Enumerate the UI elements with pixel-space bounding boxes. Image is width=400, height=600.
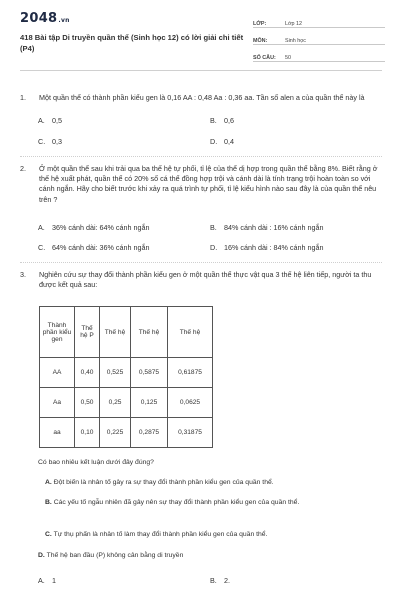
table-cell: 0,25 bbox=[100, 388, 131, 418]
table-cell: 0,61875 bbox=[168, 358, 213, 388]
option-letter: B. bbox=[210, 576, 217, 585]
statement-a bbox=[45, 478, 363, 488]
meta-key: MÔN: bbox=[253, 38, 268, 44]
meta-row-class bbox=[253, 14, 385, 28]
option-text: 36% cánh dài: 64% cánh ngắn bbox=[52, 223, 150, 232]
option-letter: D. bbox=[210, 243, 218, 252]
table-row bbox=[40, 418, 213, 448]
table-cell: 0,225 bbox=[100, 418, 131, 448]
option-a[interactable] bbox=[38, 223, 150, 232]
option-letter: D. bbox=[210, 137, 218, 146]
option-b[interactable] bbox=[210, 223, 324, 232]
meta-box bbox=[253, 14, 385, 65]
header-divider bbox=[20, 70, 382, 71]
option-letter: A. bbox=[38, 223, 45, 232]
table-header-cell: Thế hệ bbox=[131, 307, 168, 358]
option-text: 0,6 bbox=[224, 116, 234, 125]
statement-text: Thế hệ ban đầu (P) không cân bằng di truyền bbox=[46, 552, 184, 559]
option-text: 16% cánh dài : 84% cánh ngắn bbox=[224, 243, 324, 252]
question-text: Một quần thể có thành phần kiểu gen là 0,16 AA : 0,48 Aa : 0,36 aa. Tần số alen a của quần thể này là bbox=[39, 93, 365, 102]
statement-letter: B. bbox=[45, 499, 52, 506]
table-cell: 0,31875 bbox=[168, 418, 213, 448]
question-number: 2. bbox=[20, 164, 26, 173]
genotype-table bbox=[39, 306, 213, 448]
option-text: 2. bbox=[224, 576, 230, 585]
option-a[interactable] bbox=[38, 116, 62, 125]
meta-key: LỚP: bbox=[253, 21, 267, 27]
question-text: Ở một quần thể sau khi trải qua ba thế hệ tự phối, tỉ lệ của thể dị hợp trong quần thể bằng 8%. Biết rằng ở thế hệ xuất phát, quần thể có 20% số cá thể đồng hợp trội và cánh dài là tính trạng trội hoàn toàn so với cánh ngắn. Hãy cho biết trước khi xảy ra quá trình tự phối, tỉ lệ kiểu hình nào sau đây là của quần thể nêu trên ? bbox=[39, 164, 378, 204]
option-letter: A. bbox=[38, 576, 45, 585]
statement-d bbox=[38, 551, 363, 561]
meta-row-count bbox=[253, 48, 385, 62]
meta-value: Lớp 12 bbox=[285, 21, 303, 27]
table-cell: 0,0625 bbox=[168, 388, 213, 418]
statement-text: Tự thụ phấn là nhân tố làm thay đổi thành phần kiểu gen của quần thể. bbox=[53, 531, 268, 538]
option-letter: B. bbox=[210, 116, 217, 125]
question-text: Nghiên cứu sự thay đổi thành phần kiểu gen ở một quần thể thực vật qua 3 thế hệ liên tiếp, người ta thu được kết quả sau: bbox=[39, 270, 372, 290]
statement-letter: A. bbox=[45, 479, 52, 486]
table-cell: AA bbox=[40, 358, 75, 388]
logo-text: 2048 bbox=[20, 11, 58, 26]
option-d[interactable] bbox=[210, 243, 324, 252]
question-3 bbox=[20, 270, 382, 290]
table-row bbox=[40, 358, 213, 388]
table-header-cell: Thế hệ P bbox=[75, 307, 100, 358]
statement-letter: D. bbox=[38, 552, 45, 559]
table-cell: aa bbox=[40, 418, 75, 448]
option-letter: A. bbox=[38, 116, 45, 125]
table-cell: 0,40 bbox=[75, 358, 100, 388]
option-text: 64% cánh dài: 36% cánh ngắn bbox=[52, 243, 150, 252]
question-1 bbox=[20, 93, 382, 103]
table-cell: 0,5875 bbox=[131, 358, 168, 388]
option-d[interactable] bbox=[210, 137, 234, 146]
question-prompt: Có bao nhiêu kết luận dưới đây đúng? bbox=[38, 459, 154, 466]
option-c[interactable] bbox=[38, 243, 150, 252]
option-letter: C. bbox=[38, 137, 46, 146]
table-header-cell: Thế hệ bbox=[100, 307, 131, 358]
option-b[interactable] bbox=[210, 116, 234, 125]
option-text: 0,5 bbox=[52, 116, 62, 125]
table-header-row bbox=[40, 307, 213, 358]
meta-key: SỐ CÂU: bbox=[253, 55, 276, 61]
option-letter: B. bbox=[210, 223, 217, 232]
table-cell: 0,2875 bbox=[131, 418, 168, 448]
meta-value: Sinh học bbox=[285, 38, 306, 44]
statement-c bbox=[45, 530, 363, 540]
table-header-cell: Thế hệ bbox=[168, 307, 213, 358]
table-cell: 0,525 bbox=[100, 358, 131, 388]
option-letter: C. bbox=[38, 243, 46, 252]
option-text: 0,4 bbox=[224, 137, 234, 146]
meta-value: 50 bbox=[285, 55, 291, 61]
statement-b bbox=[45, 498, 363, 508]
statement-text: Các yếu tố ngẫu nhiên đã gây nên sự thay đổi thành phần kiểu gen của quần thể. bbox=[53, 499, 300, 506]
site-logo[interactable] bbox=[20, 11, 70, 26]
meta-row-subject bbox=[253, 31, 385, 45]
table-header-cell: Thành phần kiểu gen bbox=[40, 307, 75, 358]
option-text: 1 bbox=[52, 576, 56, 585]
option-text: 0,3 bbox=[52, 137, 62, 146]
option-b[interactable] bbox=[210, 576, 230, 585]
question-divider bbox=[20, 262, 382, 263]
page-title: 418 Bài tập Di truyền quần thể (Sinh học 12) có lời giải chi tiết (P4) bbox=[20, 33, 244, 53]
table-cell: Aa bbox=[40, 388, 75, 418]
question-number: 1. bbox=[20, 93, 26, 102]
logo-suffix: .vn bbox=[58, 17, 70, 24]
statement-letter: C. bbox=[45, 531, 52, 538]
table-cell: 0,50 bbox=[75, 388, 100, 418]
option-a[interactable] bbox=[38, 576, 56, 585]
question-divider bbox=[20, 156, 382, 157]
question-2 bbox=[20, 164, 382, 205]
statement-text: Đột biến là nhân tố gây ra sự thay đổi thành phần kiểu gen của quần thể. bbox=[53, 479, 274, 486]
option-text: 84% cánh dài : 16% cánh ngắn bbox=[224, 223, 324, 232]
table-cell: 0,10 bbox=[75, 418, 100, 448]
question-number: 3. bbox=[20, 270, 26, 279]
option-c[interactable] bbox=[38, 137, 62, 146]
table-cell: 0,125 bbox=[131, 388, 168, 418]
table-row bbox=[40, 388, 213, 418]
